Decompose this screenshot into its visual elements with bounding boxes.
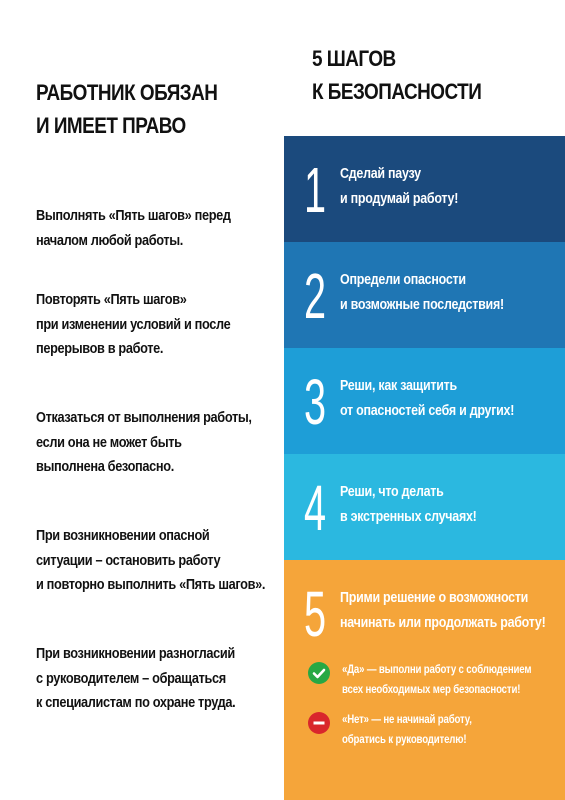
- option-text: «Нет» — не начинай работу, обратись к руководителю!: [342, 714, 472, 746]
- step-text: Реши, как защитить от опасностей себя и других!: [340, 378, 515, 419]
- step-text: Определи опасности и возможные последствия!: [340, 272, 504, 313]
- option-text: «Да» — выполни работу с соблюдением всех необходимых мер безопасности!: [342, 664, 532, 696]
- steps-panel: [284, 136, 565, 800]
- step-4: [284, 454, 565, 560]
- step-3: [284, 348, 565, 454]
- rule-item: Отказаться от выполнения работы, если она не может быть выполнена безопасно.: [36, 410, 252, 475]
- check-icon: [308, 662, 330, 684]
- step-number: 4: [304, 472, 327, 544]
- left-heading: РАБОТНИК ОБЯЗАН И ИМЕЕТ ПРАВО: [36, 80, 218, 138]
- rule-item: Выполнять «Пять шагов» перед началом любой работы.: [36, 208, 231, 249]
- step-text: Сделай паузу и продумай работу!: [340, 166, 459, 207]
- step-number: 2: [304, 260, 327, 332]
- step-number: 1: [304, 154, 327, 226]
- step-text: Прими решение о возможности начинать или продолжать работу!: [340, 590, 546, 631]
- rule-item: При возникновении опасной ситуации – остановить работу и повторно выполнить «Пять шагов».: [36, 528, 266, 593]
- rule-item: Повторять «Пять шагов» при изменении условий и после перерывов в работе.: [36, 292, 231, 357]
- step-2: [284, 242, 565, 348]
- step-1: [284, 136, 565, 242]
- rule-item: При возникновении разногласий с руководителем – обращаться к специалистам по охране труда.: [36, 646, 236, 711]
- step-5: [284, 560, 565, 800]
- step-number: 5: [304, 578, 327, 650]
- step-text: Реши, что делать в экстренных случаях!: [340, 484, 477, 525]
- minus-icon: [308, 712, 330, 734]
- right-heading: 5 ШАГОВ К БЕЗОПАСНОСТИ: [312, 46, 482, 104]
- step-number: 3: [304, 366, 327, 438]
